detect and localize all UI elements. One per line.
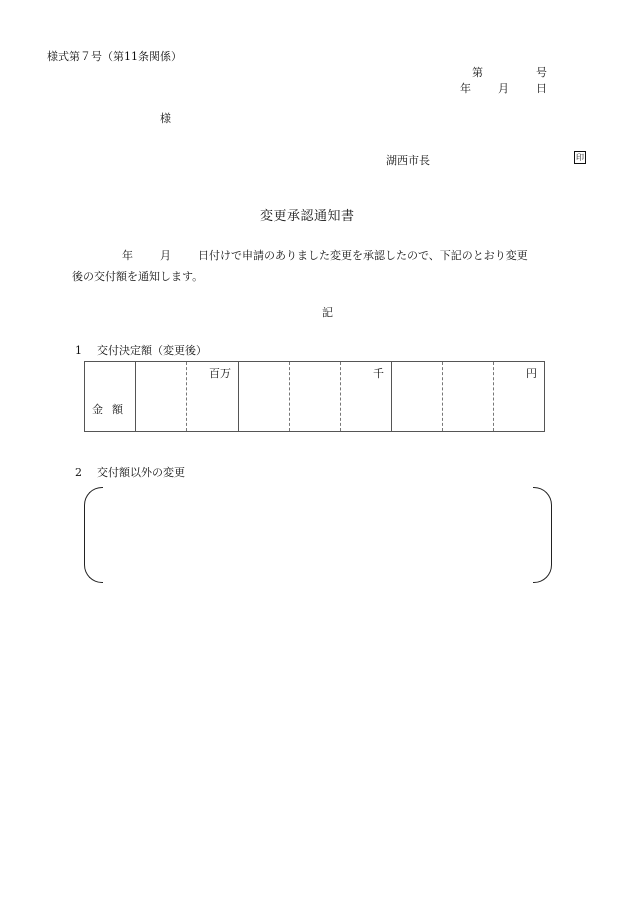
digit-cell-4 [290,362,341,432]
addressee-honorific: 様 [160,112,171,125]
left-bracket [84,487,103,583]
amount-table [84,361,545,432]
body-year-label: 年 [122,249,133,262]
ki-heading: 記 [322,306,333,319]
seal-label: 印 [576,153,584,162]
date-day-label: 日 [536,82,547,95]
unit-en: 円 [526,367,537,380]
section2-number: 2 [75,466,82,479]
section2-label: 交付額以外の変更 [97,466,185,479]
right-bracket [533,487,552,583]
body-line1-text: 日付けで申請のありました変更を承認したので、下記のとおり変更 [198,249,528,262]
body-paragraph-line2: 後の交付額を通知します。 [72,270,204,283]
digit-cell-5 [341,362,392,432]
body-month-label: 月 [160,249,171,262]
sender-name: 湖西市長 [386,154,430,167]
digit-cell-3 [239,362,290,432]
section2-heading [75,467,185,478]
amount-label-cell [85,362,136,432]
section1-label: 交付決定額（変更後） [97,344,207,357]
digit-cell-2 [187,362,239,432]
amount-label: 金額 [92,403,132,416]
other-changes-box [84,487,552,583]
document-title: 変更承認通知書 [260,209,355,224]
digit-cell-8 [494,362,545,432]
document-number-prefix: 第 [472,66,483,79]
unit-hyakuman: 百万 [209,367,231,380]
section1-heading [75,345,207,356]
section1-number: 1 [75,344,82,357]
form-number: 様式第７号（第11条関係） [47,50,182,63]
amount-row [85,362,545,432]
document-number-suffix: 号 [536,66,547,79]
digit-cell-7 [443,362,494,432]
digit-cell-1 [136,362,187,432]
unit-sen: 千 [373,367,384,380]
digit-cell-6 [392,362,443,432]
seal-stamp [574,151,586,164]
date-month-label: 月 [498,82,509,95]
date-year-label: 年 [460,82,471,95]
